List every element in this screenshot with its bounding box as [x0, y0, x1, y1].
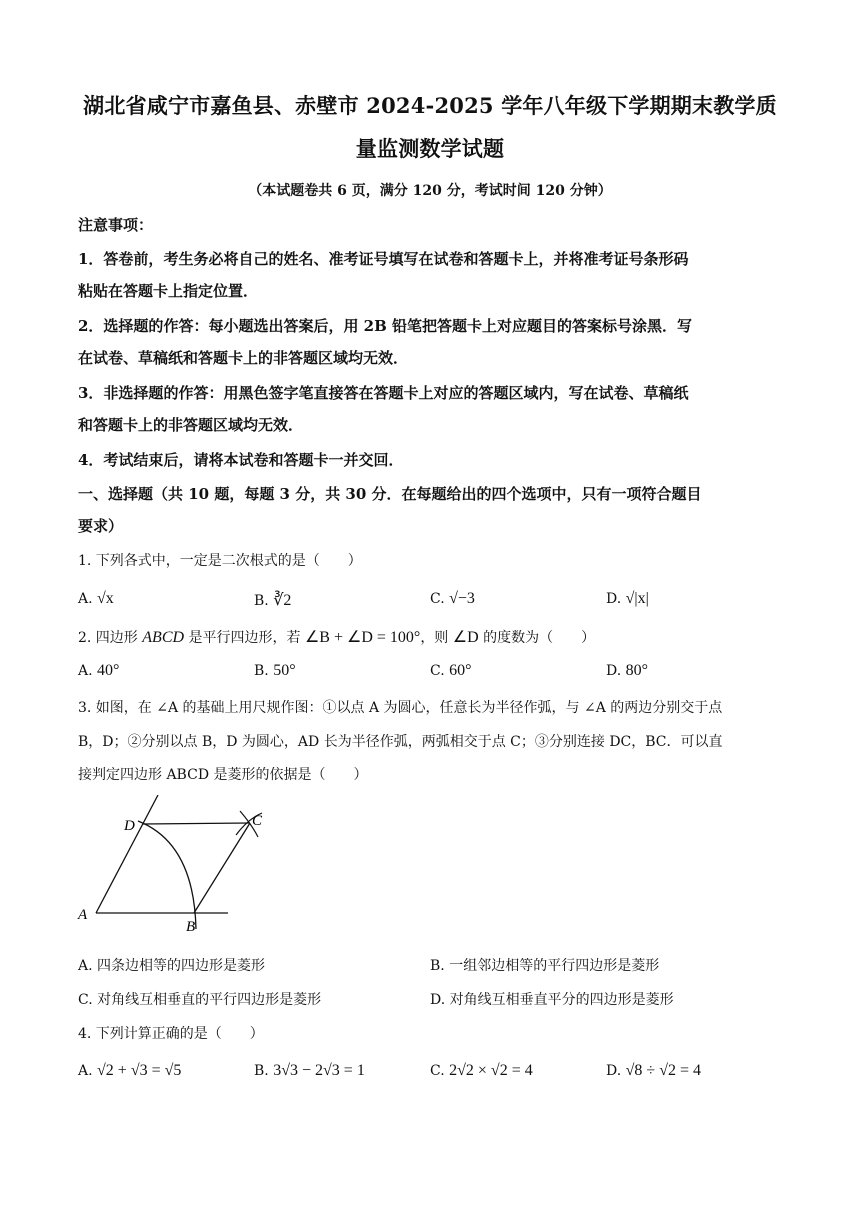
- point-label-d: D: [124, 818, 135, 834]
- q4-option-b: [254, 1062, 365, 1080]
- option-value: 50°: [273, 662, 296, 679]
- q1-option-d: [606, 590, 649, 608]
- option-label: A.: [78, 663, 93, 679]
- stem-text: 的度数为（ ）: [478, 630, 596, 646]
- option-label: A.: [78, 591, 93, 607]
- stem-text: ，则: [420, 630, 453, 646]
- notice-item: 4．考试结束后，请将本试卷和答题卡一并交回．: [78, 451, 404, 469]
- option-label: B.: [254, 593, 269, 609]
- notice-heading: 注意事项：: [78, 216, 154, 234]
- notice-item: 粘贴在答题卡上指定位置．: [78, 282, 259, 300]
- q3-option-d: D. 对角线互相垂直平分的四边形是菱形: [430, 992, 674, 1008]
- point-label-c: C: [252, 813, 263, 829]
- q1-option-b: [254, 590, 291, 610]
- question-4-stem: 4. 下列计算正确的是（ ）: [78, 1026, 264, 1042]
- exam-subtitle: （本试题卷共 6 页，满分 120 分，考试时间 120 分钟）: [248, 183, 612, 199]
- option-expr: √x: [97, 590, 114, 607]
- notice-item: 在试卷、草稿纸和答题卡上的非答题区域均无效．: [78, 349, 409, 367]
- option-value: 60°: [449, 662, 472, 679]
- notice-item: 1．答卷前，考生务必将自己的姓名、准考证号填写在试卷和答题卡上，并将准考证号条形码: [78, 250, 689, 268]
- option-expr: √|x|: [625, 590, 649, 607]
- notice-item: 和答题卡上的非答题区域均无效．: [78, 416, 304, 434]
- q2-option-d: [606, 662, 648, 680]
- rhombus-construction-figure: [76, 795, 276, 945]
- option-expr: √8 ÷ √2 = 4: [625, 1062, 702, 1079]
- option-label: A.: [78, 1063, 93, 1079]
- option-expr: ∛2: [273, 592, 292, 609]
- option-label: C.: [430, 591, 445, 607]
- q4-option-d: [606, 1062, 701, 1080]
- q1-option-c: [430, 590, 475, 608]
- question-2-stem: [78, 627, 595, 647]
- point-label-b: B: [186, 919, 196, 935]
- option-label: C.: [430, 1063, 445, 1079]
- option-value: 40°: [97, 662, 120, 679]
- notice-item: 3．非选择题的作答：用黑色签字笔直接答在答题卡上对应的答题区域内，写在试卷、草稿纸: [78, 384, 689, 402]
- title-line-2: 量监测数学试题: [355, 136, 505, 161]
- option-expr: 2√2 × √2 = 4: [449, 1062, 533, 1079]
- option-label: B.: [254, 1063, 269, 1079]
- section-heading-cont: 要求）: [78, 517, 124, 535]
- stem-angle: ∠D: [452, 629, 479, 646]
- q3-option-c: C. 对角线互相垂直的平行四边形是菱形: [78, 992, 322, 1008]
- q4-option-c: [430, 1062, 533, 1080]
- option-expr: √−3: [449, 590, 475, 607]
- option-expr: √2 + √3 = √5: [97, 1062, 182, 1079]
- option-label: D.: [606, 591, 622, 607]
- q2-option-b: [254, 662, 296, 680]
- section-heading: 一、选择题（共 10 题，每题 3 分，共 30 分．在每题给出的四个选项中，只有一项符合题目: [78, 485, 702, 503]
- q3-option-a: A. 四条边相等的四边形是菱形: [78, 958, 266, 974]
- ray-ad: [96, 795, 158, 913]
- q2-option-a: [78, 662, 119, 680]
- stem-text: 2. 四边形: [78, 630, 143, 646]
- question-3-line-3: 接判定四边形 ABCD 是菱形的依据是（ ）: [78, 767, 368, 783]
- question-3-line-1: 3. 如图，在 ∠A 的基础上用尺规作图：①以点 A 为圆心，任意长为半径作弧，与 ∠A 的两边分别交于点: [78, 700, 723, 716]
- option-expr: 3√3 − 2√3 = 1: [273, 1062, 365, 1079]
- q1-option-a: [78, 590, 114, 608]
- q3-option-b: B. 一组邻边相等的平行四边形是菱形: [430, 958, 660, 974]
- stem-text: 是平行四边形，若: [184, 630, 305, 646]
- point-label-a: A: [78, 907, 88, 923]
- option-label: D.: [606, 663, 622, 679]
- notice-item: 2．选择题的作答：每小题选出答案后，用 2B 铅笔把答题卡上对应题目的答案标号涂黑．写: [78, 317, 693, 335]
- stem-expression: ∠B + ∠D = 100°: [304, 629, 421, 646]
- question-3-line-2: B，D；②分别以点 B，D 为圆心，AD 长为半径作弧，两弧相交于点 C；③分别连接 DC，BC．可以直: [78, 734, 723, 750]
- title-line-1: 湖北省咸宁市嘉鱼县、赤壁市 2024-2025 学年八年级下学期期末教学质: [83, 93, 777, 118]
- question-1-stem: 1. 下列各式中，一定是二次根式的是（ ）: [78, 553, 362, 569]
- option-value: 80°: [625, 662, 649, 679]
- option-label: D.: [606, 1063, 622, 1079]
- q4-option-a: [78, 1062, 181, 1080]
- q2-option-c: [430, 662, 472, 680]
- stem-abcd: ABCD: [142, 629, 185, 646]
- segment-bc: [194, 823, 250, 913]
- segment-dc: [143, 823, 250, 824]
- option-label: C.: [430, 663, 445, 679]
- option-label: B.: [254, 663, 269, 679]
